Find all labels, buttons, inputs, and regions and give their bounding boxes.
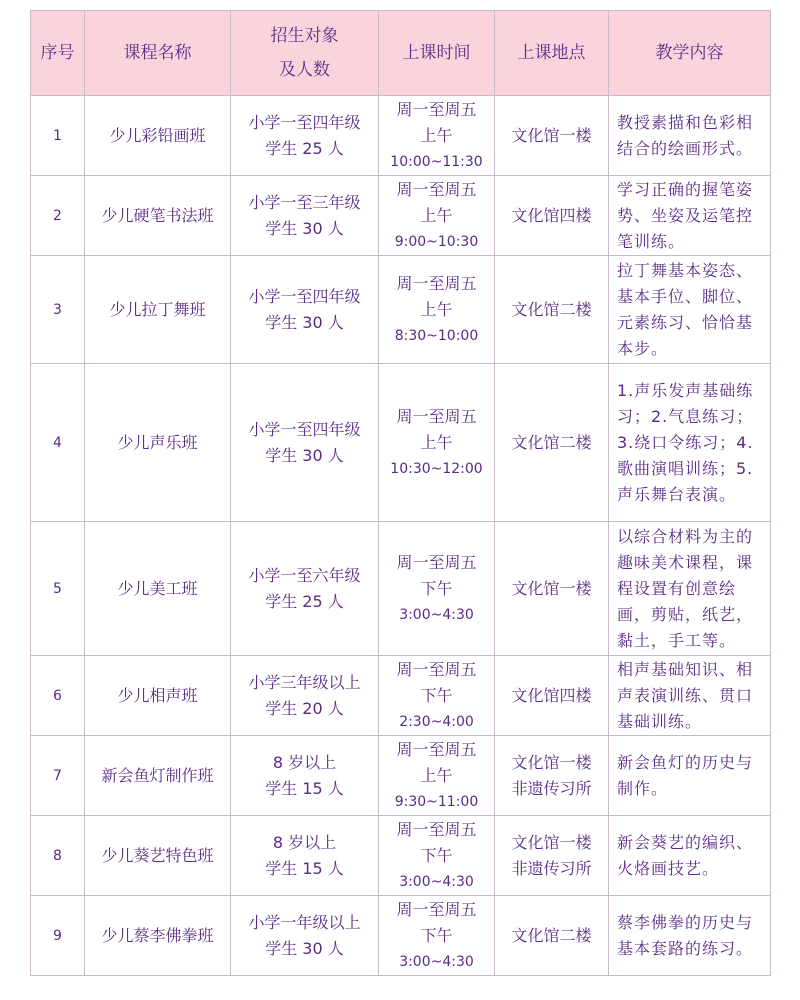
class-days: 周一至周五 (396, 99, 477, 119)
class-time (379, 256, 495, 364)
enrollment-target (231, 522, 379, 656)
row-number: 8 (31, 816, 85, 896)
location-line1: 文化馆二楼 (511, 925, 592, 945)
target-count: 学生 15 人 (265, 778, 344, 798)
row-number: 5 (31, 522, 85, 656)
row-number: 4 (31, 364, 85, 522)
teaching-content: 蔡李佛拳的历史与基本套路的练习。 (609, 896, 771, 976)
enrollment-target (231, 896, 379, 976)
location-line1: 文化馆二楼 (511, 432, 592, 452)
location-line1: 文化馆四楼 (511, 205, 592, 225)
target-grade: 小学一至四年级 (248, 112, 361, 132)
class-days: 周一至周五 (396, 819, 477, 839)
class-location (495, 816, 609, 896)
class-clock: 9:30~11:00 (394, 793, 479, 810)
class-time (379, 522, 495, 656)
class-clock: 3:00~4:30 (399, 953, 474, 970)
class-location (495, 96, 609, 176)
header-time: 上课时间 (379, 11, 495, 96)
class-clock: 3:00~4:30 (399, 606, 474, 623)
teaching-content: 拉丁舞基本姿态、基本手位、脚位、元素练习、恰恰基本步。 (609, 256, 771, 364)
target-count: 学生 30 人 (265, 312, 344, 332)
target-count: 学生 30 人 (265, 445, 344, 465)
course-name: 少儿拉丁舞班 (85, 256, 231, 364)
class-time (379, 736, 495, 816)
class-days: 周一至周五 (396, 739, 477, 759)
location-line2: 非遗传习所 (511, 858, 592, 878)
class-time (379, 896, 495, 976)
target-grade: 小学一年级以上 (248, 912, 361, 932)
table-row (31, 736, 771, 816)
teaching-content: 新会葵艺的编织、火烙画技艺。 (609, 816, 771, 896)
location-line1: 文化馆二楼 (511, 299, 592, 319)
header-seq: 序号 (31, 11, 85, 96)
class-period: 上午 (420, 765, 453, 785)
class-period: 下午 (420, 685, 453, 705)
class-clock: 3:00~4:30 (399, 873, 474, 890)
course-name: 少儿美工班 (85, 522, 231, 656)
class-clock: 10:30~12:00 (390, 460, 483, 477)
table-row (31, 896, 771, 976)
header-target-line2: 及人数 (279, 60, 330, 80)
location-line1: 文化馆一楼 (511, 578, 592, 598)
class-location (495, 176, 609, 256)
class-location (495, 522, 609, 656)
table-row (31, 656, 771, 736)
table-row (31, 816, 771, 896)
enrollment-target (231, 176, 379, 256)
class-location (495, 256, 609, 364)
course-name: 少儿彩铅画班 (85, 96, 231, 176)
class-days: 周一至周五 (396, 899, 477, 919)
class-location (495, 896, 609, 976)
location-line1: 文化馆四楼 (511, 685, 592, 705)
class-period: 上午 (420, 432, 453, 452)
class-period: 上午 (420, 205, 453, 225)
table-row (31, 256, 771, 364)
class-clock: 2:30~4:00 (399, 713, 474, 730)
enrollment-target (231, 816, 379, 896)
header-target-line1: 招生对象 (270, 26, 339, 46)
teaching-content: 新会鱼灯的历史与制作。 (609, 736, 771, 816)
row-number: 7 (31, 736, 85, 816)
target-count: 学生 20 人 (265, 698, 344, 718)
class-time (379, 656, 495, 736)
teaching-content: 相声基础知识、相声表演训练、贯口基础训练。 (609, 656, 771, 736)
class-clock: 8:30~10:00 (394, 327, 479, 344)
table-row (31, 364, 771, 522)
row-number: 1 (31, 96, 85, 176)
location-line1: 文化馆一楼 (511, 752, 592, 772)
header-place: 上课地点 (495, 11, 609, 96)
row-number: 2 (31, 176, 85, 256)
course-table (30, 10, 771, 976)
class-period: 上午 (420, 125, 453, 145)
class-clock: 10:00~11:30 (390, 153, 483, 170)
class-days: 周一至周五 (396, 273, 477, 293)
class-location (495, 364, 609, 522)
class-location (495, 656, 609, 736)
target-count: 学生 30 人 (265, 218, 344, 238)
course-name: 少儿葵艺特色班 (85, 816, 231, 896)
target-grade: 8 岁以上 (272, 752, 337, 772)
target-grade: 小学三年级以上 (248, 672, 361, 692)
course-name: 少儿相声班 (85, 656, 231, 736)
enrollment-target (231, 364, 379, 522)
class-location (495, 736, 609, 816)
location-line2: 非遗传习所 (511, 778, 592, 798)
location-line1: 文化馆一楼 (511, 832, 592, 852)
location-line1: 文化馆一楼 (511, 125, 592, 145)
class-period: 上午 (420, 299, 453, 319)
course-name: 少儿蔡李佛拳班 (85, 896, 231, 976)
course-name: 新会鱼灯制作班 (85, 736, 231, 816)
header-target (231, 11, 379, 96)
row-number: 6 (31, 656, 85, 736)
class-time (379, 96, 495, 176)
header-content: 教学内容 (609, 11, 771, 96)
header-course-name: 课程名称 (85, 11, 231, 96)
target-grade: 小学一至六年级 (248, 565, 361, 585)
table-row (31, 96, 771, 176)
class-days: 周一至周五 (396, 179, 477, 199)
class-time (379, 176, 495, 256)
class-days: 周一至周五 (396, 659, 477, 679)
table-row (31, 522, 771, 656)
target-grade: 8 岁以上 (272, 832, 337, 852)
enrollment-target (231, 656, 379, 736)
class-period: 下午 (420, 578, 453, 598)
row-number: 3 (31, 256, 85, 364)
target-count: 学生 25 人 (265, 138, 344, 158)
enrollment-target (231, 256, 379, 364)
teaching-content: 1.声乐发声基础练习；2.气息练习；3.绕口令练习；4.歌曲演唱训练；5.声乐舞台表演。 (609, 364, 771, 522)
class-period: 下午 (420, 845, 453, 865)
course-name: 少儿硬笔书法班 (85, 176, 231, 256)
enrollment-target (231, 96, 379, 176)
class-period: 下午 (420, 925, 453, 945)
table-row (31, 176, 771, 256)
class-days: 周一至周五 (396, 406, 477, 426)
class-clock: 9:00~10:30 (394, 233, 479, 250)
target-grade: 小学一至四年级 (248, 286, 361, 306)
target-grade: 小学一至三年级 (248, 192, 361, 212)
target-count: 学生 25 人 (265, 591, 344, 611)
teaching-content: 以综合材料为主的趣味美术课程，课程设置有创意绘画，剪贴，纸艺，黏土，手工等。 (609, 522, 771, 656)
class-time (379, 364, 495, 522)
teaching-content: 学习正确的握笔姿势、坐姿及运笔控笔训练。 (609, 176, 771, 256)
teaching-content: 教授素描和色彩相结合的绘画形式。 (609, 96, 771, 176)
class-days: 周一至周五 (396, 552, 477, 572)
course-name: 少儿声乐班 (85, 364, 231, 522)
header-row (31, 11, 771, 96)
target-count: 学生 30 人 (265, 938, 344, 958)
enrollment-target (231, 736, 379, 816)
target-grade: 小学一至四年级 (248, 419, 361, 439)
row-number: 9 (31, 896, 85, 976)
target-count: 学生 15 人 (265, 858, 344, 878)
class-time (379, 816, 495, 896)
